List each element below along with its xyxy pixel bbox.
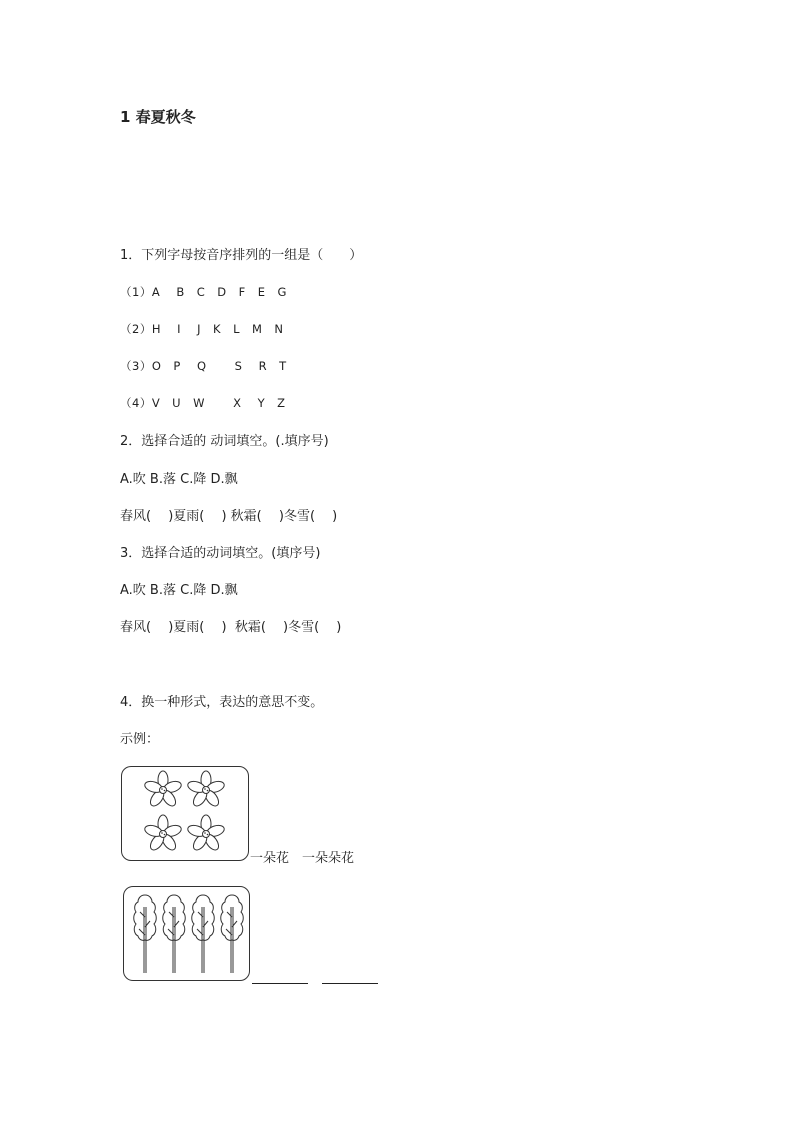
four-flowers-icon — [122, 767, 248, 860]
question-2-stem: 2．选择合适的 动词填空。(.填序号) — [120, 434, 329, 449]
question-1-option-1: （1）A B C D F E G — [120, 285, 287, 299]
example-label: 示例： — [120, 732, 160, 747]
question-1-option-4: （4）V U W X Y Z — [120, 396, 286, 410]
answer-blank-2[interactable] — [322, 983, 378, 984]
question-3-fill: 春风( )夏雨( ) 秋霜( )冬雪( ) — [120, 620, 342, 635]
tree-picture-frame — [123, 886, 250, 981]
lesson-title: 1 春夏秋冬 — [120, 108, 196, 126]
example-answer: 一朵花 一朵朵花 — [250, 851, 355, 866]
question-1-stem: 1．下列字母按音序排列的一组是（ ） — [120, 248, 363, 263]
answer-blank-1[interactable] — [252, 983, 308, 984]
question-3-stem: 3．选择合适的动词填空。(填序号) — [120, 546, 321, 561]
question-2-fill: 春风( )夏雨( ) 秋霜( )冬雪( ) — [120, 509, 338, 524]
question-1-option-2: （2）H I J K L M N — [120, 322, 284, 336]
question-4-stem: 4．换一种形式，表达的意思不变。 — [120, 695, 324, 710]
question-2-choices: A.吹 B.落 C.降 D.飘 — [120, 472, 238, 487]
question-1-option-3: （3）O P Q S R T — [120, 359, 287, 373]
four-trees-icon — [124, 887, 249, 980]
flower-picture-frame — [121, 766, 249, 861]
question-3-choices: A.吹 B.落 C.降 D.飘 — [120, 583, 238, 598]
